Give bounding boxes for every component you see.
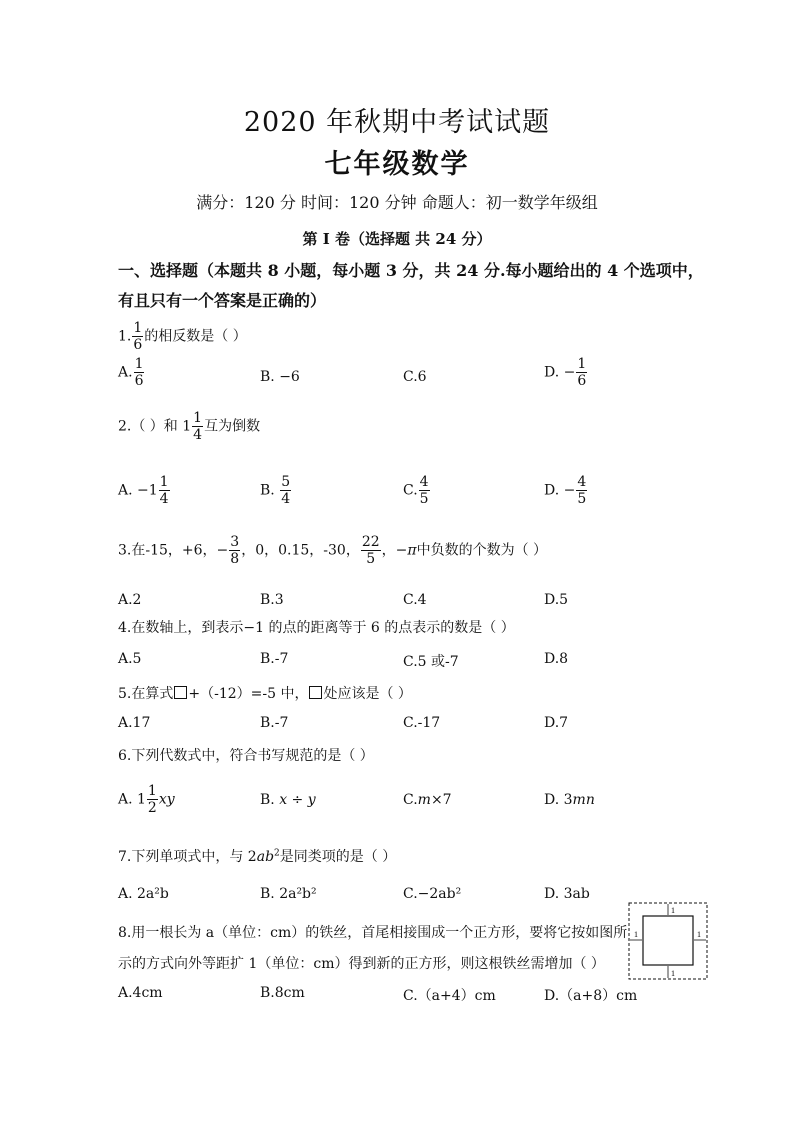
q2-option-b[interactable]: B. $\frac{5}{4}$ bbox=[260, 474, 291, 507]
q6-option-b[interactable]: B. x ÷ y bbox=[260, 792, 316, 808]
question-1: 1. $\frac{1}{6}$ 的相反数是（ ） bbox=[118, 320, 247, 353]
fraction: $\frac{1}{6}$ bbox=[133, 320, 143, 353]
section-heading: 一、选择题（本题共 8 小题，每小题 3 分，共 24 分.每小题给出的 4 个选项中，有且只有一个答案是正确的） bbox=[118, 261, 704, 310]
question-2: 2.（ ）和 1 $\frac{1}{4}$ 互为倒数 bbox=[118, 410, 261, 443]
q3-option-b[interactable]: B.3 bbox=[260, 592, 284, 608]
q7-option-c[interactable]: C.−2ab² bbox=[403, 886, 462, 902]
q2-option-a[interactable]: A. −1 $\frac{1}{4}$ bbox=[118, 474, 169, 507]
q8-option-b[interactable]: B.8cm bbox=[260, 985, 305, 1001]
question-7: 7.下列单项式中，与 $2ab^2$是同类项的是（ ） bbox=[118, 848, 397, 865]
question-8-line-2: 示的方式向外等距扩 1（单位：cm）得到新的正方形，则这根铁丝需增加（ ） bbox=[118, 956, 605, 972]
q3-option-d[interactable]: D.5 bbox=[544, 592, 569, 608]
question-6: 6.下列代数式中，符合书写规范的是（ ） bbox=[118, 748, 374, 764]
question-4: 4.在数轴上，到表示−1 的点的距离等于 6 的点表示的数是（ ） bbox=[118, 620, 515, 636]
q3-option-a[interactable]: A.2 bbox=[118, 592, 142, 608]
question-8-line-1: 8.用一根长为 a（单位：cm）的铁丝，首尾相接围成一个正方形，要将它按如图所 bbox=[118, 925, 628, 941]
q2-option-c[interactable]: C. $\frac{4}{5}$ bbox=[403, 474, 429, 507]
q8-option-d[interactable]: D.（a+8）cm bbox=[544, 988, 638, 1004]
exam-info: 满分：120 分 时间：120 分钟 命题人：初一数学年级组 bbox=[196, 193, 598, 212]
label-left: 1 bbox=[634, 930, 638, 939]
label-right: 1 bbox=[697, 930, 701, 939]
inner-square bbox=[643, 916, 693, 965]
q7-option-d[interactable]: D. 3ab bbox=[544, 886, 590, 902]
label-bottom: 1 bbox=[671, 969, 675, 978]
q1-option-b[interactable]: B. −6 bbox=[260, 369, 300, 385]
question-3: 3.在-15，+6，− $\frac{3}{8}$ ，0，0.15，-30， $\frac{22}{5}$ ，−π中负数的个数为（ ） bbox=[118, 534, 548, 567]
q6-option-c[interactable]: C.m×7 bbox=[403, 792, 452, 808]
q2-option-d[interactable]: D. − $\frac{4}{5}$ bbox=[544, 474, 587, 507]
question-5: 5.在算式 +（-12）=-5 中， 处应该是（ ） bbox=[118, 686, 412, 702]
q1-option-c[interactable]: C.6 bbox=[403, 369, 427, 385]
q7-option-b[interactable]: B. 2a²b² bbox=[260, 886, 317, 902]
q1-option-a[interactable]: A. $\frac{1}{6}$ bbox=[118, 356, 144, 389]
q6-option-a[interactable]: A. 1 $\frac{1}{2}$ xy bbox=[118, 783, 175, 816]
q7-option-a[interactable]: A. 2a²b bbox=[118, 886, 169, 902]
blank-box-icon bbox=[309, 686, 322, 699]
q4-option-c[interactable]: C.5 或-7 bbox=[403, 654, 459, 670]
page-title: 2020 年秋期中考试试题 bbox=[243, 107, 551, 138]
q6-option-d[interactable]: D. 3mn bbox=[544, 792, 595, 808]
q4-option-a[interactable]: A.5 bbox=[118, 651, 142, 667]
square-expansion-figure bbox=[628, 902, 708, 980]
q8-option-a[interactable]: A.4cm bbox=[118, 985, 163, 1001]
label-top: 1 bbox=[671, 906, 675, 915]
q5-option-c[interactable]: C.-17 bbox=[403, 715, 441, 731]
q4-option-b[interactable]: B.-7 bbox=[260, 651, 289, 667]
q3-option-c[interactable]: C.4 bbox=[403, 592, 427, 608]
part-heading: 第 I 卷（选择题 共 24 分） bbox=[302, 230, 492, 248]
q5-option-a[interactable]: A.17 bbox=[118, 715, 151, 731]
q4-option-d[interactable]: D.8 bbox=[544, 651, 569, 667]
q8-option-c[interactable]: C.（a+4）cm bbox=[403, 988, 496, 1004]
blank-box-icon bbox=[174, 686, 187, 699]
q5-option-b[interactable]: B.-7 bbox=[260, 715, 289, 731]
page-subtitle: 七年级数学 bbox=[324, 149, 470, 180]
q5-option-d[interactable]: D.7 bbox=[544, 715, 569, 731]
q1-option-d[interactable]: D. − $\frac{1}{6}$ bbox=[544, 356, 587, 389]
